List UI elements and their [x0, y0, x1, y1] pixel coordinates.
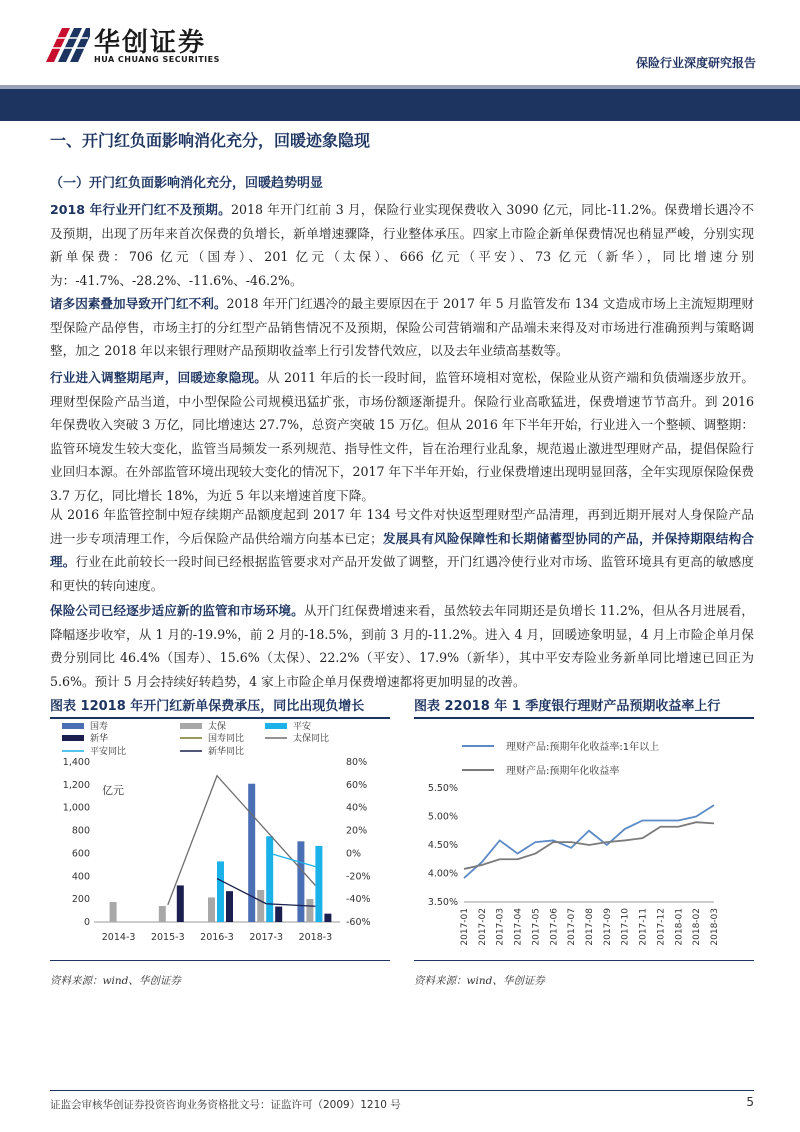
y-right-tick: 80% [346, 757, 368, 768]
x-tick: 2017-11 [638, 908, 649, 946]
y-right-tick: -60% [346, 917, 371, 928]
x-tick: 2015-3 [150, 932, 185, 943]
y-right-tick: 0% [346, 848, 362, 860]
x-tick: 2018-03 [710, 908, 720, 946]
x-tick: 2018-02 [692, 908, 703, 946]
legend-swatch [62, 735, 84, 741]
y-tick: 5.50% [427, 783, 458, 794]
line-平安同比 [266, 852, 315, 866]
paragraph-lead: 发展具有风险保障性和长期储蓄型协同的产品，并保持期限结构合理。 [50, 530, 755, 569]
logo-mark-icon [44, 24, 90, 64]
y-left-tick: 1,200 [62, 779, 90, 791]
footer-rule [50, 1090, 754, 1091]
x-tick: 2016-3 [200, 932, 234, 943]
x-tick: 2014-3 [101, 932, 136, 943]
paragraph-lead: 2018 年行业开门红不及预期。 [50, 202, 231, 217]
paragraph-4 [50, 503, 754, 597]
legend-label: 平安同比 [90, 747, 127, 757]
line-太保同比 [168, 776, 316, 905]
x-tick: 2017-12 [656, 908, 667, 946]
x-tick: 2017-09 [602, 908, 613, 946]
x-tick: 2017-05 [531, 908, 542, 946]
x-tick: 2018-01 [674, 908, 685, 946]
paragraph-lead: 保险公司已经逐步适应新的监管和市场环境。 [50, 603, 304, 618]
chart-2-wealth-yield [414, 720, 754, 955]
paragraph-3 [50, 366, 754, 507]
y-left-tick: 200 [71, 894, 90, 906]
paragraph-lead: 行业进入调整期尾声，回暖迹象隐现。 [50, 370, 268, 385]
bar-新华 [226, 891, 233, 922]
header-band [0, 85, 800, 121]
bar-新华 [275, 907, 282, 922]
x-tick: 2017-03 [495, 908, 506, 946]
figure-1-bottom-rule [50, 960, 390, 961]
figure-1-source: 资料来源：wind、华创证券 [50, 975, 181, 987]
paragraph-5 [50, 599, 754, 693]
y-left-tick: 800 [71, 825, 90, 837]
x-tick: 2018-3 [298, 932, 333, 943]
figure-1-rule [50, 717, 390, 719]
chart-1-new-premium [50, 720, 390, 955]
subsection-heading: （一）开门红负面影响消化充分，回暖趋势明显 [50, 176, 324, 191]
paragraph-body: 2018 年开门红遇冷的最主要原因在于 2017 年 5 月监管发布 134 文造成市场上主流短期理财型保险产品停售，市场主打的分红型产品销售情况不及预期，保险公司营销端和产品端未来得及对市场进行准确预判与策略调整，加之 2018 年以来银行理财产品预期收益率上行引发替代效应，以及去年业绩高基数等。 [50, 296, 754, 358]
paragraph-lead: 诸多因素叠加导致开门红不利。 [50, 296, 227, 311]
legend-label: 太保 [208, 722, 227, 732]
y-right-tick: 20% [346, 825, 368, 837]
y-tick: 4.00% [427, 868, 458, 880]
y-right-tick: 60% [346, 779, 368, 791]
legend-label: 平安 [293, 722, 312, 732]
legend-label: 新华 [90, 734, 109, 744]
x-tick: 2017-02 [477, 908, 488, 946]
paragraph-body: 从开门红保费增速来看，虽然较去年同期还是负增长 11.2%，但从各月进展看，降幅逐步收窄，从 1 月的-19.9%，前 2 月的-18.5%，到前 3 月的-11.2%。进入 4 月，回暖迹象明显，4 月上市险企单月保费分别同比 46.4%（国寿）、15.6%（太保）、22.2%（平安）、17.9%（新华），其中平安寿险业务新单同比增速已回正为 5.6%。预计 5 月会持续好转趋势，4 家上市险企单月保费增速都将更加明显的改善。 [50, 603, 755, 689]
figure-2-rule [414, 717, 754, 719]
paragraph-body: 2018 年开门红前 3 月，保险行业实现保费收入 3090 亿元，同比-11.2%。保费增长遇冷不及预期，出现了历年来首次保费的负增长，新单增速骤降，行业整体承压。四家上市险企新单保费情况也稍显严峻，分别实现新单保费：706 亿元（国寿）、201 亿元（太保）、666 亿元（平安）、73 亿元（新华），同比增速分别为：-41.7%、-28.2%、-11.6%、-46.2%。 [50, 202, 754, 288]
y-right-tick: -20% [346, 871, 371, 883]
legend-label: 理财产品:预期年化收益率 [506, 766, 620, 777]
legend-label: 新华同比 [208, 747, 245, 757]
bar-太保 [257, 890, 264, 922]
footer-disclaimer: 证监会审核华创证券投资咨询业务资格批文号：证监许可（2009）1210 号 [50, 1099, 401, 1111]
bar-太保 [110, 902, 117, 922]
page-number: 5 [746, 1095, 754, 1109]
bar-太保 [306, 899, 313, 922]
paragraph-pre: 从 2016 年监管控制中短存续期产品额度起到 2017 年 134 号文件对快返型理财型产品清理，再到近期开展对人身保险产品进一步专项清理工作，今后保险产品供给端方向基本已定； [50, 507, 754, 546]
x-tick: 2017-04 [513, 908, 524, 946]
x-tick: 2017-01 [460, 908, 470, 946]
x-tick: 2017-08 [585, 908, 595, 946]
legend-label: 国寿 [90, 722, 109, 732]
report-title: 保险行业深度研究报告 [635, 56, 756, 70]
line-series [464, 805, 714, 878]
figure-2-title: 图表 22018 年 1 季度银行理财产品预期收益率上行 [414, 699, 721, 714]
bar-新华 [324, 914, 331, 922]
legend-swatch [180, 723, 202, 729]
bar-新华 [177, 885, 184, 922]
bar-国寿 [297, 841, 304, 922]
legend-label: 理财产品:预期年化收益率:1年以上 [506, 742, 660, 753]
logo-name-cn: 华创证券 [94, 28, 207, 58]
x-tick: 2017-07 [567, 908, 578, 946]
legend-label: 太保同比 [293, 734, 330, 744]
figure-2-bottom-rule [414, 960, 754, 961]
bar-国寿 [248, 784, 255, 922]
y-left-tick: 1,000 [62, 802, 90, 814]
x-tick: 2017-06 [549, 908, 560, 946]
y-left-tick: 600 [71, 848, 90, 860]
paragraph-2 [50, 292, 754, 363]
x-tick: 2017-3 [249, 932, 284, 943]
paragraph-body: 从 2011 年后的长一段时间，监管环境相对宽松，保险业从资产端和负债端逐步放开。理财型保险产品当道，中小型保险公司规模迅猛扩张，市场份额逐渐提升。保险行业高歌猛进，保费增速节节高升。到 2016 年保费收入突破 3 万亿，同比增速达 27.7%，总资产突破 15 万亿。但从 2016 年下半年开始，行业进入一个整顿、调整期：监管环境发生较大变化，监管当局频发一系列规范、指导性文件，旨在治理行业乱象，规范遏止激进型理财产品，提倡保险行业回归本源。在外部监管环境出现较大变化的情况下，2017 年下半年开始，行业保费增速出现明显回落，全年实现原保险保费 3.7 万亿，同比增长 18%，为近 5 年以来增速首度下降。 [50, 370, 755, 503]
paragraph-1 [50, 198, 754, 292]
y-tick: 5.00% [427, 811, 458, 823]
logo-name-en: HUA CHUANG SECURITIES [94, 55, 220, 64]
section-heading: 一、开门红负面影响消化充分，回暖迹象隐现 [50, 131, 371, 150]
y-tick: 4.50% [427, 840, 458, 851]
bar-平安 [217, 861, 224, 922]
y-left-tick: 0 [83, 917, 90, 928]
paragraph-body: 行业在此前较长一段时间已经根据监管要求对产品开发做了调整，开门红遇冷使行业对市场、监管环境具有更高的敏感度和更快的转向速度。 [50, 554, 755, 593]
bar-太保 [208, 897, 215, 922]
legend-swatch [62, 723, 84, 729]
bar-太保 [159, 906, 166, 922]
legend-label: 国寿同比 [208, 734, 245, 744]
y-tick: 3.50% [427, 897, 458, 908]
x-tick: 2017-10 [620, 908, 631, 946]
y-right-tick: 40% [346, 802, 368, 814]
figure-1-title: 图表 12018 年开门红新单保费承压，同比出现负增长 [50, 699, 365, 714]
bar-平安 [315, 846, 322, 922]
legend-swatch [265, 723, 287, 729]
bar-平安 [266, 836, 273, 922]
y-left-tick: 1,400 [62, 757, 90, 768]
figure-2-source: 资料来源：wind、华创证券 [414, 975, 545, 987]
y-right-tick: -40% [346, 894, 371, 906]
y-unit-label: 亿元 [102, 784, 124, 797]
line-series [464, 822, 714, 869]
y-left-tick: 400 [71, 871, 90, 883]
